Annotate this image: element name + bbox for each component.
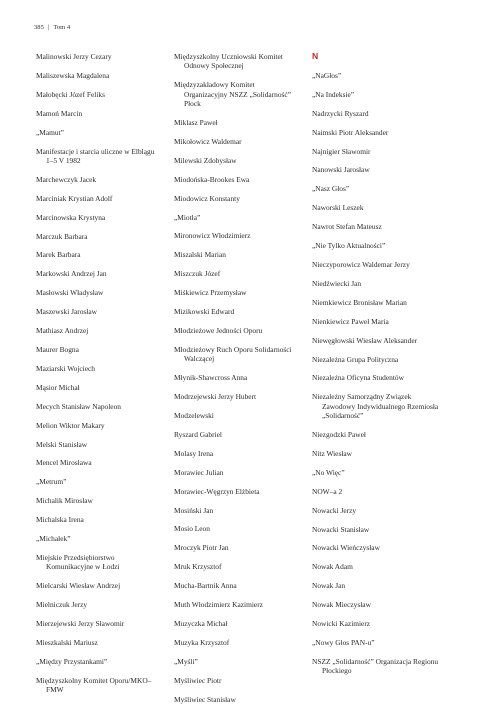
page-header	[34, 24, 70, 31]
index-entry	[36, 383, 158, 392]
entry-text: Malinowski Jerzy Cezary	[36, 52, 112, 61]
index-entry	[36, 402, 158, 411]
entry-continuation: Odnowy Społecznej	[184, 61, 244, 71]
entry-text: Morawiec Julian	[174, 467, 224, 477]
index-entry	[174, 307, 298, 316]
entry-text: Markowski Andrzej Jan	[36, 269, 107, 279]
index-entry	[174, 695, 298, 704]
index-entry	[312, 543, 444, 552]
entry-continuation: Walczącej	[184, 354, 215, 364]
index-entry	[312, 71, 444, 80]
entry-text: Nowacki Stanisław	[312, 524, 370, 534]
entry-text: Mruk Krzysztof	[174, 562, 222, 572]
index-entry	[312, 241, 444, 250]
index-entry	[312, 657, 444, 676]
entry-continuation: 1–5 V 1982	[46, 155, 81, 165]
entry-text: Nowacki Jerzy	[312, 505, 357, 515]
entry-text: „Nasz Głos”	[312, 184, 350, 194]
index-entry	[36, 250, 158, 259]
entry-text: Młodzieżowe Jedności Oporu	[174, 326, 263, 335]
index-entry	[36, 109, 158, 118]
index-column-3	[312, 52, 444, 685]
entry-text: „Między Przystankami”	[36, 656, 108, 666]
index-entry	[174, 392, 298, 401]
entry-text: Niezgodzki Paweł	[312, 430, 366, 440]
entry-text: Muzyka Krzysztof	[174, 637, 230, 647]
index-entry	[312, 90, 444, 99]
entry-text: Marciniak Krystian Adolf	[36, 193, 113, 203]
index-entry	[36, 421, 158, 430]
entry-text: Maszewski Jarosław	[36, 307, 97, 317]
index-entry	[174, 326, 298, 335]
index-entry	[312, 600, 444, 609]
entry-text: Maliszewska Magdalena	[36, 70, 110, 80]
entry-text: Mencel Mirosława	[36, 458, 92, 468]
page-number: 385	[34, 24, 44, 31]
entry-text: Mucha-Bartnik Anna	[174, 581, 237, 591]
entry-text: Mąsior Michał	[36, 382, 80, 392]
index-entry	[36, 440, 158, 449]
entry-text: Nieczyporowicz Waldemar Jerzy	[312, 259, 410, 269]
index-entry	[36, 307, 158, 316]
entry-continuation: FMW	[46, 685, 64, 695]
entry-text: Mizikowski Edward	[174, 307, 235, 317]
entry-text: Naworski Leszek	[312, 203, 364, 213]
entry-text: „Nie Tylko Aktualności”	[312, 241, 386, 251]
index-entry	[174, 487, 298, 496]
entry-text: Nanowski Jarosław	[312, 165, 370, 175]
entry-text: Niewęgłowski Wiesław Aleksander	[312, 335, 418, 345]
index-entry	[174, 345, 298, 364]
entry-text: Małobęcki Józef Feliks	[36, 89, 105, 99]
entry-text: NOW–a 2	[312, 486, 343, 496]
entry-text: Nowak Jan	[312, 581, 346, 591]
entry-text: Miodowicz Konstanty	[174, 193, 240, 203]
index-entry	[36, 213, 158, 222]
entry-text: Najnigier Sławomir	[312, 146, 371, 156]
index-entry	[36, 534, 158, 543]
entry-text: Naimski Piotr Aleksander	[312, 127, 389, 137]
entry-text: Miszalski Marian	[174, 250, 226, 260]
index-entry	[174, 156, 298, 165]
index-entry	[174, 250, 298, 259]
entry-text: Mironowicz Włodzimierz	[174, 231, 251, 241]
index-entry	[36, 71, 158, 80]
index-entry	[36, 496, 158, 505]
index-entry	[36, 147, 158, 166]
entry-text: Maurer Bogna	[36, 345, 79, 354]
entry-text: „Miotła”	[174, 212, 201, 222]
index-entry	[312, 430, 444, 439]
index-entry	[174, 213, 298, 222]
index-entry	[312, 336, 444, 345]
index-entry	[174, 137, 298, 146]
entry-text: „Michałek”	[36, 534, 71, 544]
index-entry	[174, 600, 298, 609]
entry-text: Niedźwiecki Jan	[312, 278, 362, 288]
index-entry	[36, 345, 158, 354]
entry-text: Miśkiewicz Przemysław	[174, 288, 247, 298]
volume-label: Tom 4	[53, 24, 71, 31]
index-entry	[312, 203, 444, 212]
index-entry	[174, 638, 298, 647]
index-entry	[312, 487, 444, 496]
index-entry	[312, 355, 444, 364]
entry-text: Nowacki Wieńczysław	[312, 543, 380, 553]
index-entry	[312, 317, 444, 326]
entry-text: Mosiński Jan	[174, 505, 214, 515]
entry-text: Marchewczyk Jacek	[36, 174, 97, 184]
index-entry	[36, 638, 158, 647]
entry-text: Muzyczka Michał	[174, 619, 228, 628]
entry-text: Modzelewski	[174, 411, 214, 421]
index-entry	[36, 326, 158, 335]
entry-text: Miejskie Przedsiębiorstwo	[36, 552, 115, 562]
entry-text: Miklasz Paweł	[174, 118, 218, 128]
entry-text: Morawiec-Węgrzyn Elżbieta	[174, 486, 260, 496]
entry-text: Niezależny Samorządny Związek	[312, 392, 412, 402]
index-entry	[174, 619, 298, 628]
entry-text: Masłowski Władysław	[36, 288, 104, 298]
entry-text: Muth Włodzimierz Kazimierz	[174, 600, 263, 610]
entry-text: Młodzieżowy Ruch Oporu Solidarności	[174, 344, 292, 354]
index-entry	[36, 90, 158, 99]
index-entry	[312, 449, 444, 458]
header-separator: |	[47, 24, 50, 31]
entry-text: Mikołowicz Waldemar	[174, 136, 242, 146]
index-entry	[36, 619, 158, 628]
index-entry	[174, 524, 298, 533]
entry-text: Molasy Irena	[174, 448, 214, 458]
entry-text: „No Więc”	[312, 467, 345, 477]
entry-text: Międzyzakładowy Komitet	[174, 80, 255, 90]
index-entry	[312, 147, 444, 156]
index-entry	[36, 553, 158, 572]
entry-text: „Myśli”	[174, 656, 198, 666]
index-entry	[174, 231, 298, 240]
entry-text: Mroczyk Piotr Jan	[174, 543, 229, 553]
index-entry	[312, 373, 444, 382]
index-entry	[174, 430, 298, 439]
entry-text: Marek Barbara	[36, 250, 81, 260]
entry-text: Manifestacje i starcia uliczne w Elblągu	[36, 146, 155, 156]
index-entry	[312, 638, 444, 647]
entry-text: „Na Indeksie”	[312, 89, 355, 99]
entry-continuation: Zawodowy Indywidualnego Rzemiosła	[322, 401, 439, 411]
index-entry	[174, 657, 298, 666]
index-entry	[174, 373, 298, 382]
index-entry	[174, 80, 298, 108]
entry-text: Nitz Wiesław	[312, 448, 352, 458]
index-entry	[312, 260, 444, 269]
index-entry	[174, 52, 298, 71]
entry-text: Mosio Leon	[174, 524, 210, 534]
entry-text: Maziarski Wojciech	[36, 363, 95, 373]
index-entry	[36, 288, 158, 297]
index-entry	[312, 392, 444, 420]
index-entry	[36, 232, 158, 241]
index-entry	[36, 581, 158, 590]
entry-text: Marcinowska Krystyna	[36, 212, 106, 222]
index-entry	[36, 128, 158, 137]
entry-text: Międzyszkolny Uczniowski Komitet	[174, 52, 283, 61]
index-entry	[36, 458, 158, 467]
section-letter: N	[312, 51, 319, 61]
entry-continuation: Płock	[184, 99, 201, 109]
index-entry	[36, 194, 158, 203]
index-entry	[174, 676, 298, 685]
entry-continuation: Organizacyjny NSZZ „Solidarność”	[184, 89, 291, 99]
index-entry	[312, 184, 444, 193]
entry-text: Mielcarski Wiesław Andrzej	[36, 581, 121, 591]
entry-text: „Metrum”	[36, 477, 67, 487]
entry-text: Modrzejewski Jerzy Hubert	[174, 392, 257, 402]
entry-text: Myśliwiec Piotr	[174, 675, 222, 685]
entry-text: „Nowy Głos PAN-u”	[312, 638, 375, 647]
index-entry	[312, 525, 444, 534]
index-entry	[174, 411, 298, 420]
entry-text: Myśliwiec Stanisław	[174, 694, 236, 704]
index-entry	[174, 468, 298, 477]
entry-text: Michalik Mirosław	[36, 496, 93, 506]
index-entry	[36, 477, 158, 486]
entry-text: Marczuk Barbara	[36, 231, 88, 241]
index-column-2	[174, 52, 298, 714]
entry-text: Niezależna Oficyna Studentów	[312, 373, 404, 383]
index-entry	[174, 562, 298, 571]
index-column-1	[36, 52, 158, 704]
index-entry	[312, 109, 444, 118]
entry-text: Nowicki Kazimierz	[312, 619, 371, 629]
index-entry	[312, 128, 444, 137]
entry-text: „NaGłos”	[312, 70, 342, 80]
entry-text: Nawrot Stefan Mateusz	[312, 222, 382, 232]
index-entry	[312, 298, 444, 307]
index-entry	[174, 269, 298, 278]
entry-text: Ryszard Gabriel	[174, 429, 222, 439]
index-entry	[36, 269, 158, 278]
index-entry	[174, 449, 298, 458]
index-entry	[36, 515, 158, 524]
entry-text: Mieszkalski Mariusz	[36, 638, 98, 647]
entry-text: „Mamut”	[36, 127, 64, 137]
entry-text: Mecych Stanisław Napoleon	[36, 401, 121, 411]
entry-text: Miszczuk Józef	[174, 269, 221, 279]
index-entry	[312, 581, 444, 590]
entry-text: Młynik-Shawcross Anna	[174, 373, 248, 383]
entry-text: NSZZ „Solidarność” Organizacja Regionu	[312, 656, 439, 666]
index-entry	[174, 118, 298, 127]
index-entry	[174, 175, 298, 184]
index-entry	[312, 468, 444, 477]
index-entry	[36, 676, 158, 695]
entry-continuation: „Solidarność”	[322, 411, 364, 421]
entry-text: Milewski Zdobysław	[174, 155, 237, 165]
entry-text: Mielniczuk Jerzy	[36, 600, 88, 610]
index-entry	[312, 165, 444, 174]
entry-text: Miodońska-Brookes Ewa	[174, 174, 250, 184]
entry-text: Nienkiewicz Paweł Maria	[312, 316, 389, 326]
index-entry	[174, 194, 298, 203]
index-entry	[174, 288, 298, 297]
index-entry	[36, 657, 158, 666]
entry-text: Niezależna Grupa Polityczna	[312, 354, 399, 364]
entry-continuation: Płockiego	[322, 666, 352, 676]
entry-text: Mierzejewski Jerzy Sławomir	[36, 619, 125, 629]
entry-text: Mathiasz Andrzej	[36, 326, 89, 336]
index-entry	[312, 279, 444, 288]
index-entry	[312, 222, 444, 231]
index-entry	[312, 619, 444, 628]
entry-text: Niemkiewicz Bronisław Marian	[312, 297, 407, 307]
index-entry	[174, 581, 298, 590]
entry-text: Mamoń Marcin	[36, 108, 83, 118]
entry-text: Nowak Adam	[312, 562, 353, 572]
entry-text: Melski Stanisław	[36, 439, 88, 449]
entry-continuation: Komunikacyjne w Łodzi	[46, 562, 120, 572]
index-entry	[312, 562, 444, 571]
index-entry	[36, 600, 158, 609]
index-entry	[174, 543, 298, 552]
index-entry	[312, 506, 444, 515]
index-entry	[174, 506, 298, 515]
index-entry	[36, 175, 158, 184]
entry-text: Nadrzycki Ryszard	[312, 108, 369, 118]
entry-text: Michalska Irena	[36, 515, 84, 525]
index-entry	[36, 52, 158, 61]
index-entry	[36, 364, 158, 373]
entry-text: Nowak Mieczysław	[312, 600, 371, 610]
entry-text: Międzyszkolny Komitet Oporu/MKO–	[36, 675, 152, 685]
entry-text: Melion Wiktor Makary	[36, 420, 105, 430]
